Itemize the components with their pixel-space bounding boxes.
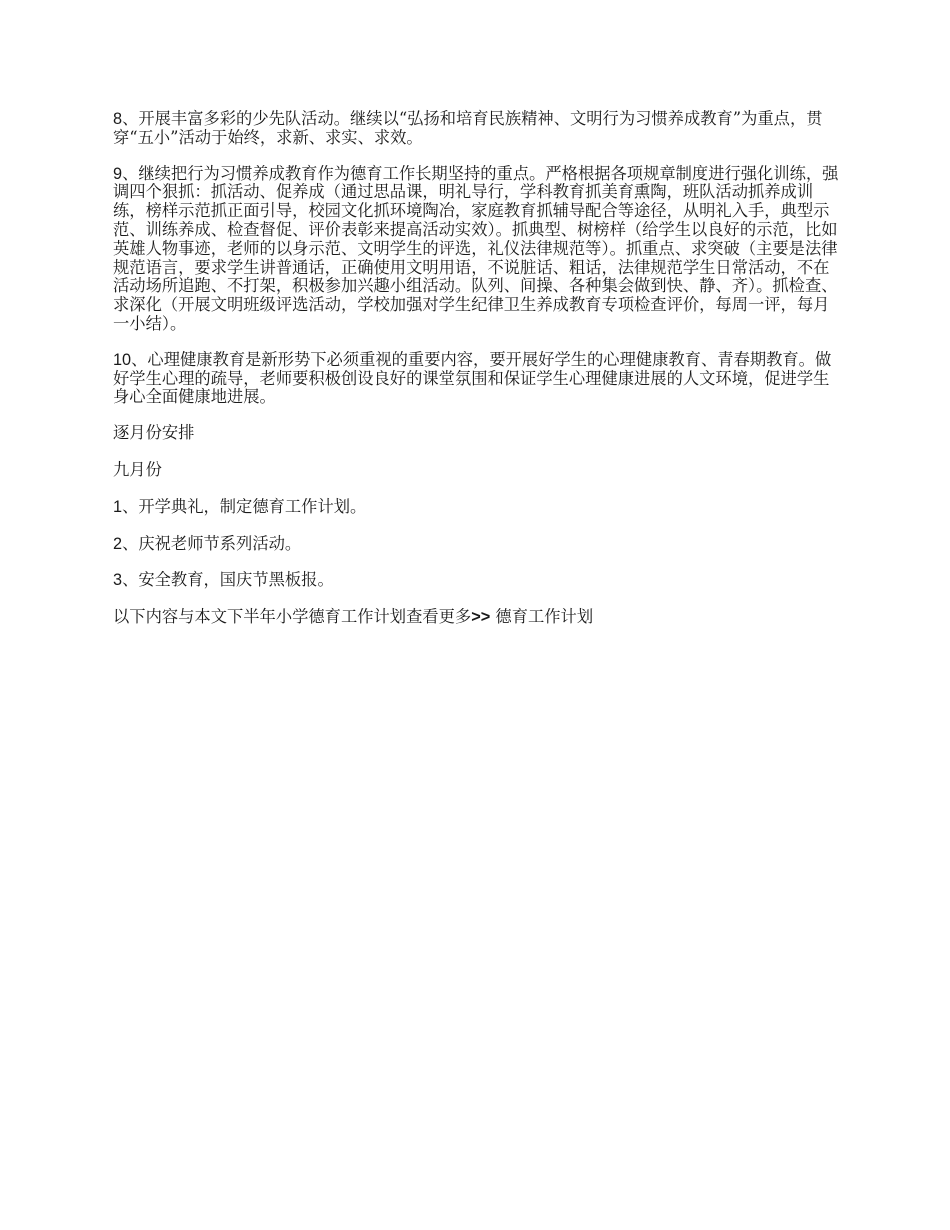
paragraph-number: 9 <box>113 164 123 183</box>
section-heading: 逐月份安排 <box>113 423 195 443</box>
paragraph-number: 10 <box>113 350 132 369</box>
month-item-2 <box>113 535 840 554</box>
see-more-link[interactable]: 德育工作计划 <box>490 607 594 627</box>
paragraph-10 <box>113 351 840 407</box>
paragraph-9 <box>113 165 840 334</box>
item-number: 2 <box>113 534 123 553</box>
paragraph-text: 、开展丰富多彩的少先队活动。继续以“弘扬和培育民族精神、文明行为习惯养成教育”为重点，贯穿“五小”活动于始终，求新、求实、求效。 <box>113 109 823 147</box>
month-heading: 九月份 <box>113 459 162 479</box>
see-more-prefix: 以下内容与本文下半年小学德育工作计划查看更多 <box>113 607 472 627</box>
item-text: 、安全教育，国庆节黑板报。 <box>122 570 334 590</box>
see-more-arrows: >> <box>471 608 491 627</box>
month-item-1 <box>113 498 840 517</box>
item-number: 1 <box>113 497 123 516</box>
paragraph-number: 8 <box>113 110 123 128</box>
see-more-line <box>113 608 840 627</box>
item-text: 、庆祝老师节系列活动。 <box>122 533 302 553</box>
item-number: 3 <box>113 571 123 590</box>
paragraph-8 <box>113 110 840 148</box>
document-body <box>113 110 840 627</box>
item-text: 、开学典礼，制定德育工作计划。 <box>122 496 367 516</box>
paragraph-text: 、心理健康教育是新形势下必须重视的重要内容，要开展好学生的心理健康教育、青春期教育。做好学生心理的疏导，老师要积极创设良好的课堂氛围和保证学生心理健康进展的人文环境，促进学生身心全面健康地进展。 <box>113 349 832 407</box>
month-item-3 <box>113 571 840 590</box>
paragraph-text: 、继续把行为习惯养成教育作为德育工作长期坚持的重点。严格根据各项规章制度进行强化训练，强调四个狠抓：抓活动、促养成（通过思品课，明礼导行，学科教育抓美育熏陶，班队活动抓养成训练，榜样示范抓正面引导，校园文化抓环境陶冶，家庭教育抓辅导配合等途径，从明礼入手，典型示范、训练养成、检查督促、评价表彰来提高活动实效）。抓典型、树榜样（给学生以良好的示范，比如英雄人物事迹，老师的以身示范、文明学生的评选，礼仪法律规范等）。抓重点、求突破（主要是法律规范语言，要求学生讲普通话，正确使用文明用语，不说脏话、粗话，法律规范学生日常活动，不在活动场所追跑、不打架，积极参加兴趣小组活动。队列、间操、各种集会做到快、静、齐）。抓检查、求深化（开展文明班级评选活动，学校加强对学生纪律卫生养成教育专项检查评价，每周一评，每月一小结）。 <box>113 163 839 333</box>
